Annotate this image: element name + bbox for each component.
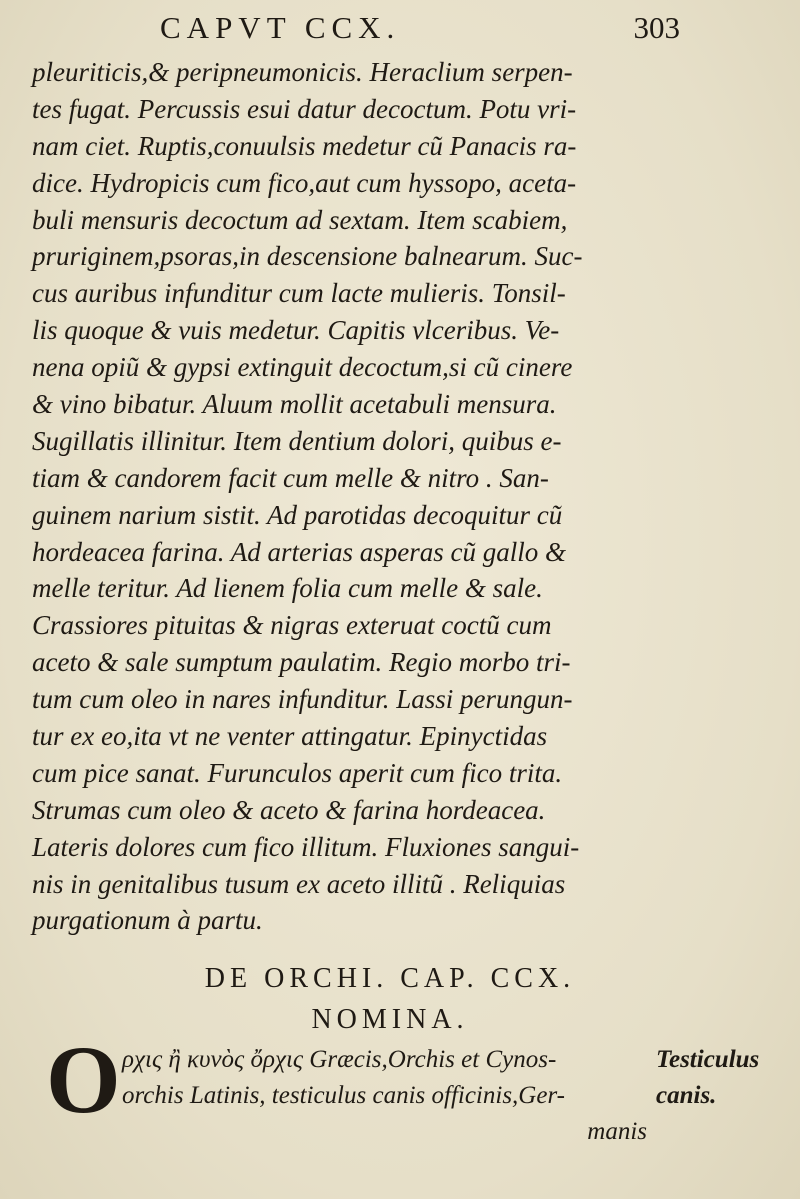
text-line: tur ex eo,ita vt ne venter attingatur. Epinyctidas [32, 721, 548, 752]
text-line: Lateris dolores cum fico illitum. Fluxiones sangui- [32, 831, 580, 862]
text-line: nis in genitalibus tusum ex aceto illitũ . Reliquias [32, 868, 566, 899]
chapter-heading: DE ORCHI. CAP. CCX. [204, 963, 576, 994]
text-line: nena opiũ & gypsi extinguit decoctum,si cũ cinere [32, 352, 573, 383]
page-header [40, 10, 680, 50]
section-heading: NOMINA. [311, 1004, 469, 1035]
text-line: Crassiores pituitas & nigras exteruat coctũ cum [32, 610, 552, 641]
text-line: dice. Hydropicis cum fico,aut cum hyssopo, aceta- [32, 167, 577, 198]
text-line: hordeacea farina. Ad arterias asperas cũ gallo & [32, 536, 566, 567]
drop-cap: O [46, 1026, 121, 1133]
text-line: cus auribus infunditur cum lacte mulieris. Tonsil- [32, 278, 566, 309]
entry-line: manis [587, 1118, 647, 1145]
text-line: pleuriticis,& peripneumonicis. Heraclium serpen- [32, 57, 573, 87]
text-line: & vino bibatur. Aluum mollit acetabuli mensura. [32, 389, 557, 420]
text-line: guinem narium sistit. Ad parotidas decoquitur cũ [32, 499, 563, 530]
entry-line: ρχις ἢ κυνὸς ὄρχις Græcis,Orchis et Cynos- [122, 1046, 557, 1073]
text-line: Strumas cum oleo & aceto & farina hordeacea. [32, 794, 546, 825]
margin-note [656, 1042, 796, 1114]
text-line: cum pice sanat. Furunculos aperit cum fico trita. [32, 757, 563, 788]
margin-note-line: Testiculus [656, 1046, 760, 1073]
nomina-entry [122, 1042, 662, 1150]
text-line: purgationum à partu. [32, 905, 263, 936]
text-line: buli mensuris decoctum ad sextam. Item scabiem, [32, 204, 568, 235]
text-line: tes fugat. Percussis esui datur decoctum. Potu vri- [32, 93, 577, 124]
text-line: tiam & candorem facit cum melle & nitro . San- [32, 462, 549, 493]
body-text [32, 54, 652, 939]
page-number: 303 [633, 10, 680, 45]
margin-note-line: canis. [656, 1082, 717, 1109]
text-line: Sugillatis illinitur. Item dentium dolori, quibus e- [32, 425, 562, 456]
entry-line: orchis Latinis, testiculus canis officinis,Ger- [122, 1082, 566, 1109]
text-line: nam ciet. Ruptis,conuulsis medetur cũ Panacis ra- [32, 130, 577, 161]
text-line: aceto & sale sumptum paulatim. Regio morbo tri- [32, 647, 571, 678]
running-head: CAPVT CCX. [160, 10, 401, 45]
text-line: melle teritur. Ad lienem folia cum melle & sale. [32, 573, 543, 604]
text-line: tum cum oleo in nares infunditur. Lassi perungun- [32, 684, 573, 715]
text-line: pruriginem,psoras,in descensione balnearum. Suc- [32, 241, 583, 272]
text-line: lis quoque & vuis medetur. Capitis vlceribus. Ve- [32, 315, 560, 346]
